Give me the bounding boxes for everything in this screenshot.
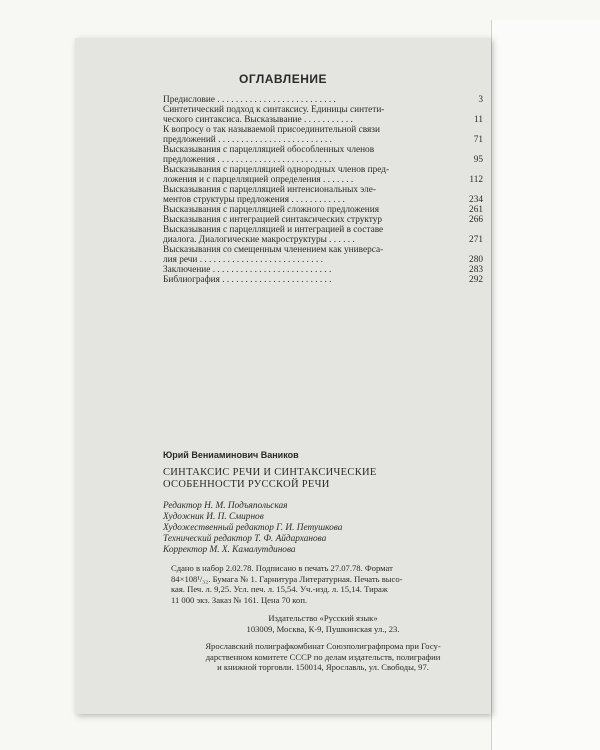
toc-entry-page: 3 bbox=[478, 95, 483, 105]
toc-entry-text: Высказывания с парцелляцией однородных членов пред- bbox=[163, 165, 390, 175]
toc-entry bbox=[163, 205, 483, 215]
toc-entry bbox=[163, 175, 483, 185]
toc-entry-text: диалога. Диалогические макроструктуры . . . . . . bbox=[163, 235, 355, 245]
imprint bbox=[163, 450, 483, 673]
publisher-line: Издательство «Русский язык» bbox=[268, 613, 378, 623]
printer-info bbox=[163, 641, 483, 673]
printer-line: Ярославский полиграфкомбинат Союзполиграфпрома при Госу- bbox=[205, 641, 441, 651]
toc-entry-page: 234 bbox=[469, 195, 483, 205]
toc-entry-page: 112 bbox=[469, 175, 483, 185]
toc-entry bbox=[163, 135, 483, 145]
publisher-line: 103009, Москва, К-9, Пушкинская ул., 23. bbox=[246, 623, 400, 634]
specs-line: 84×108¹/₃₂. Бумага № 1. Гарнитура Литературная. Печать высо- bbox=[171, 573, 403, 584]
staff-line: Художник И. П. Смирнов bbox=[163, 512, 264, 522]
toc-entry-page: 280 bbox=[469, 255, 483, 265]
book-page bbox=[75, 38, 491, 714]
staff-line: Технический редактор Т. Ф. Айдарханова bbox=[163, 534, 327, 544]
toc-entry-text: К вопросу о так называемой присоединительной связи bbox=[163, 125, 380, 135]
staff-line: Художественный редактор Г. И. Петушкова bbox=[163, 523, 343, 533]
toc-entry bbox=[163, 245, 483, 255]
toc-entry-page: 271 bbox=[469, 235, 483, 245]
toc-entry bbox=[163, 95, 483, 105]
specs-line: 11 000 экз. Заказ № 161. Цена 70 коп. bbox=[171, 594, 308, 605]
specs-line: Сдано в набор 2.02.78. Подписано в печать 27.07.78. Формат bbox=[171, 563, 393, 573]
toc-entry-text: Заключение . . . . . . . . . . . . . . . . . . . . . . . . . . bbox=[163, 265, 332, 275]
toc-entry-text: Высказывания с парцелляцией обособленных членов bbox=[163, 145, 375, 155]
toc-entry-page: 71 bbox=[473, 135, 483, 145]
toc-entry-text: Высказывания со смещенным членением как универса- bbox=[163, 245, 384, 255]
toc-entry-text: Высказывания с парцелляцией сложного предложения bbox=[163, 205, 380, 215]
facing-page bbox=[491, 20, 600, 750]
book-title-line: ОСОБЕННОСТИ РУССКОЙ РЕЧИ bbox=[163, 479, 330, 490]
toc-entry-page: 266 bbox=[469, 215, 483, 225]
toc-entry-page: 292 bbox=[469, 275, 483, 285]
publisher-info bbox=[163, 613, 483, 634]
toc-entry-text: ческого синтаксиса. Высказывание . . . . . . . . . . . bbox=[163, 115, 353, 125]
toc-entry-page: 261 bbox=[469, 205, 483, 215]
printer-line: и книжной торговли. 150014, Ярославль, ул. Свободы, 97. bbox=[217, 662, 429, 672]
toc-entry bbox=[163, 105, 483, 115]
toc-entry bbox=[163, 195, 483, 205]
toc-entry-page: 11 bbox=[474, 115, 483, 125]
toc-entry bbox=[163, 275, 483, 285]
toc-entry bbox=[163, 265, 483, 275]
staff-line: Редактор Н. М. Подъяпольская bbox=[163, 501, 288, 511]
book-title-line: СИНТАКСИС РЕЧИ И СИНТАКСИЧЕСКИЕ bbox=[163, 467, 377, 478]
toc-entry bbox=[163, 115, 483, 125]
toc-entry bbox=[163, 255, 483, 265]
author-name: Юрий Вениаминович Ваников bbox=[163, 450, 299, 460]
toc-entry-text: предложения . . . . . . . . . . . . . . . . . . . . . . . . . bbox=[163, 155, 332, 165]
staff-list bbox=[163, 501, 483, 556]
print-specs bbox=[163, 563, 483, 605]
toc-entry-text: Высказывания с парцелляцией интенсиональных эле- bbox=[163, 185, 376, 195]
toc-entry-text: ментов структуры предложения . . . . . . . . . . . . bbox=[163, 195, 345, 205]
specs-line: кая. Печ. л. 9,25. Усл. печ. л. 15,54. Уч.-изд. л. 15,14. Тираж bbox=[171, 584, 388, 594]
toc-entry bbox=[163, 225, 483, 235]
toc-entry bbox=[163, 145, 483, 155]
toc-entry-text: ложения и с парцелляцией определения . . . . . . . bbox=[163, 175, 354, 185]
toc-entry-page: 283 bbox=[469, 265, 483, 275]
toc-entry-text: Библиография . . . . . . . . . . . . . . . . . . . . . . . . bbox=[163, 275, 332, 285]
book-title bbox=[163, 467, 483, 491]
toc-entry bbox=[163, 155, 483, 165]
toc-entry bbox=[163, 165, 483, 175]
staff-line: Корректор М. Х. Камалутдинова bbox=[163, 545, 296, 555]
toc-title: ОГЛАВЛЕНИЕ bbox=[238, 72, 327, 86]
toc-entry-text: Высказывания с интеграцией синтаксических структур bbox=[163, 215, 382, 225]
toc-entry-text: предложений . . . . . . . . . . . . . . . . . . . . . . . . . bbox=[163, 135, 332, 145]
table-of-contents bbox=[163, 95, 483, 285]
toc-entry bbox=[163, 185, 483, 195]
toc-entry-text: Предисловие . . . . . . . . . . . . . . . . . . . . . . . . . . bbox=[163, 95, 336, 105]
printer-line: дарственном комитете СССР по делам издательств, полиграфии bbox=[205, 651, 441, 662]
toc-entry-text: Высказывания с парцелляцией и интеграцией в составе bbox=[163, 225, 384, 235]
toc-entry-text: лия речи . . . . . . . . . . . . . . . . . . . . . . . . . . . bbox=[163, 255, 323, 265]
toc-entry-page: 95 bbox=[473, 155, 483, 165]
toc-entry-text: Синтетический подход к синтаксису. Единицы синтети- bbox=[163, 105, 385, 115]
toc-entry bbox=[163, 125, 483, 135]
toc-entry bbox=[163, 235, 483, 245]
toc-entry bbox=[163, 215, 483, 225]
